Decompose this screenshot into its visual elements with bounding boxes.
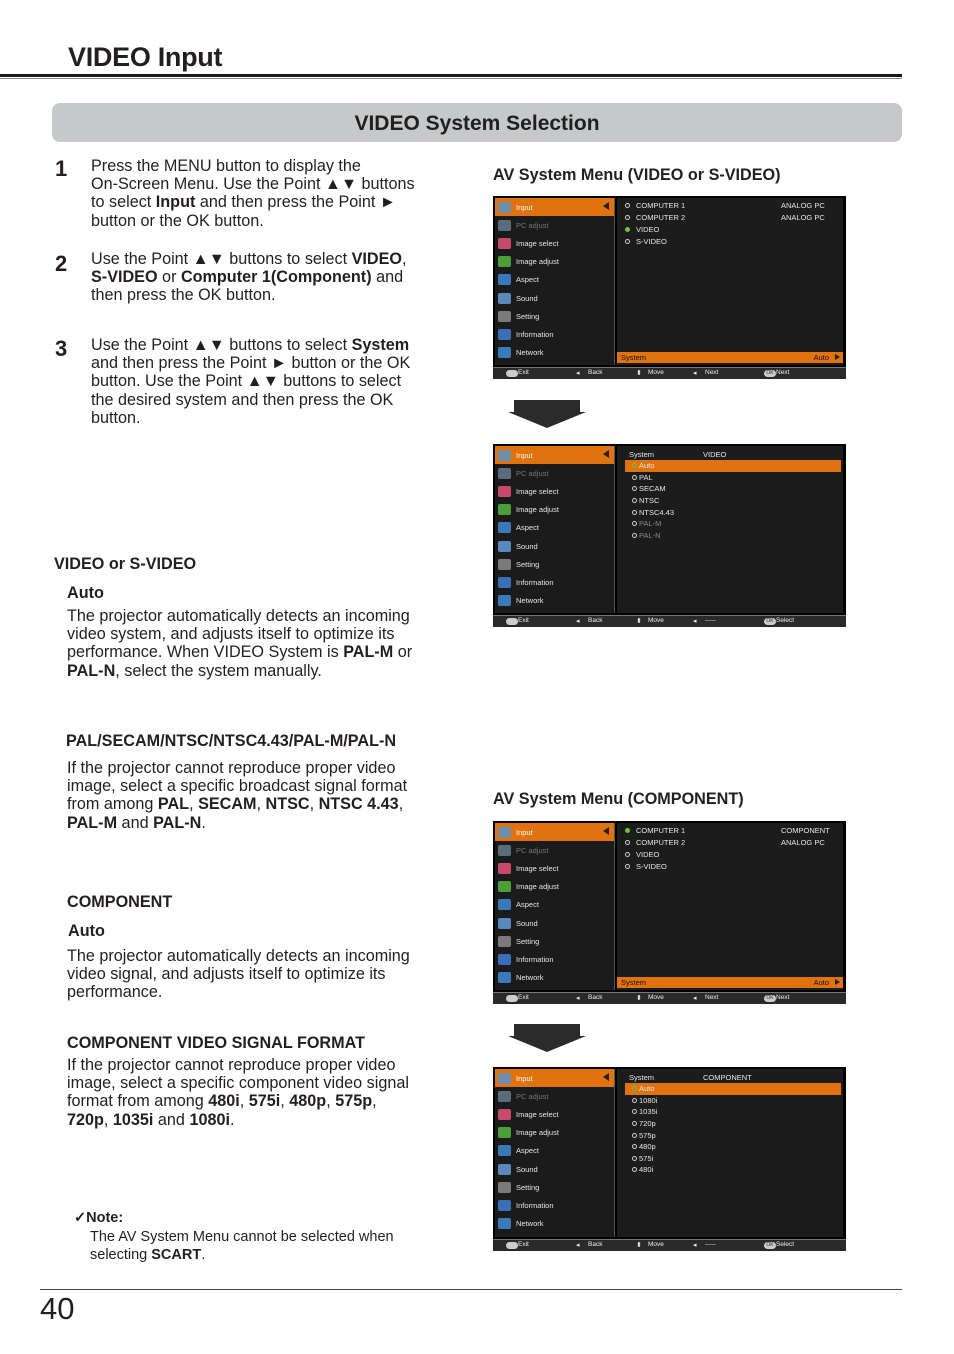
screen-system-video	[493, 444, 846, 627]
bottom-bar-label: Exit	[518, 1241, 529, 1248]
bottom-bar-label: Move	[648, 617, 664, 624]
bottom-bar	[493, 367, 846, 379]
sidebar-item-label: Input	[516, 827, 533, 837]
input-option	[617, 860, 843, 872]
input-option	[617, 200, 843, 212]
sidebar-item-image-select	[495, 859, 614, 877]
back-arrow-icon: ◂	[576, 1242, 580, 1249]
input-option	[617, 825, 843, 837]
sidebar-item-aspect	[495, 519, 614, 537]
radio-icon	[632, 533, 637, 538]
system-option-label: 480p	[639, 1142, 656, 1152]
ok-icon: OK	[764, 995, 776, 1002]
screen-input-video	[493, 196, 846, 379]
sidebar-item-sound	[495, 914, 614, 932]
bottom-bar	[493, 1239, 846, 1251]
system-option	[617, 1106, 843, 1118]
radio-icon	[625, 852, 630, 857]
input-icon	[498, 1073, 511, 1084]
sound-icon	[498, 1164, 511, 1175]
sidebar-item-label: Aspect	[516, 275, 539, 285]
system-option	[617, 506, 843, 518]
bottom-bar-label: Exit	[518, 369, 529, 376]
banner-title: VIDEO System Selection	[354, 112, 600, 135]
note-label: ✓Note:	[74, 1210, 124, 1226]
bottom-bar-label: -----	[705, 617, 716, 624]
menu-icon	[506, 370, 518, 377]
sidebar-item-input	[495, 446, 614, 464]
sidebar-item-label: PC adjust	[516, 220, 549, 230]
input-list	[617, 198, 843, 247]
format-heading: COMPONENT VIDEO SIGNAL FORMAT	[67, 1034, 365, 1052]
component-heading: COMPONENT	[67, 893, 173, 911]
bottom-bar-label: Select	[776, 1241, 795, 1248]
option-value: COMPONENT	[781, 826, 830, 836]
system-option	[617, 1118, 843, 1130]
setting-icon	[498, 936, 511, 947]
system-option-label: 720p	[639, 1119, 656, 1129]
input-icon	[498, 202, 511, 213]
system-option-label: 480i	[639, 1165, 654, 1175]
menu-sidebar	[495, 446, 615, 613]
system-value: Auto	[813, 978, 829, 987]
page-number: 40	[40, 1291, 75, 1326]
menu-icon	[506, 995, 518, 1002]
input-option	[617, 235, 843, 247]
radio-icon	[632, 1133, 637, 1138]
system-option-label: 575p	[639, 1130, 656, 1140]
sidebar-item-setting	[495, 555, 614, 573]
sidebar-item-network	[495, 344, 614, 362]
system-option-label: SECAM	[639, 484, 666, 494]
menu-panel	[617, 198, 843, 365]
image-select-icon	[498, 863, 511, 874]
pal-heading: PAL/SECAM/NTSC/NTSC4.43/PAL-M/PAL-N	[66, 732, 397, 750]
step-2-number: 2	[55, 251, 68, 276]
sidebar-item-label: Image select	[516, 863, 559, 873]
sidebar-item-image-select	[495, 1105, 614, 1123]
back-arrow-icon: ◂	[576, 995, 580, 1002]
ok-icon: OK	[764, 618, 776, 625]
sidebar-item-aspect	[495, 1142, 614, 1160]
sidebar-item-aspect	[495, 271, 614, 289]
sidebar-item-label: Network	[516, 596, 544, 606]
system-label: System	[621, 353, 647, 362]
system-label: System	[629, 449, 655, 459]
pc-adjust-icon	[498, 1091, 511, 1102]
ok-icon: OK	[764, 1242, 776, 1249]
sidebar-item-information	[495, 1196, 614, 1214]
pc-adjust-icon	[498, 220, 511, 231]
system-option	[617, 530, 843, 542]
radio-icon	[625, 227, 630, 232]
move-arrows-icon: ⬍	[636, 995, 642, 1002]
sidebar-item-label: Image adjust	[516, 257, 559, 267]
input-icon	[498, 450, 511, 461]
sidebar-item-label: Image select	[516, 238, 559, 248]
sidebar-item-label: Information	[516, 329, 554, 339]
sidebar-item-label: Input	[516, 202, 533, 212]
sidebar-item-image-select	[495, 234, 614, 252]
selected-arrow-icon	[603, 202, 609, 210]
sidebar-item-label: Aspect	[516, 900, 539, 910]
option-value: ANALOG PC	[781, 838, 825, 848]
back-arrow-icon: ◂	[576, 370, 580, 377]
bottom-bar-label: Exit	[518, 617, 529, 624]
sidebar-item-label: Image adjust	[516, 1128, 559, 1138]
system-row	[617, 352, 843, 363]
menu-icon	[506, 1242, 518, 1249]
sidebar-item-label: Image select	[516, 486, 559, 496]
sidebar-item-label: Sound	[516, 541, 538, 551]
system-header	[617, 1071, 843, 1083]
system-option-label: PAL-M	[639, 519, 662, 529]
option-value: ANALOG PC	[781, 213, 825, 223]
bottom-bar-label: Back	[588, 617, 603, 624]
sidebar-item-label: Sound	[516, 918, 538, 928]
sidebar-item-input	[495, 823, 614, 841]
sound-icon	[498, 541, 511, 552]
radio-icon	[632, 498, 637, 503]
menu-icon	[506, 618, 518, 625]
radio-icon	[632, 1144, 637, 1149]
system-option	[617, 1095, 843, 1107]
radio-icon	[625, 215, 630, 220]
step-1-text: Press the MENU button to display the On-Screen Menu. Use the Point ▲▼ buttons to select Input and then press the Point ► button or the OK button.	[91, 157, 415, 230]
right-arrow-icon	[835, 979, 840, 985]
sidebar-item-label: Information	[516, 1200, 554, 1210]
right-arrow-icon	[835, 354, 840, 360]
sidebar-item-label: Image select	[516, 1109, 559, 1119]
radio-icon	[625, 239, 630, 244]
system-option	[617, 1141, 843, 1153]
option-label: COMPUTER 1	[636, 826, 686, 836]
image-adjust-icon	[498, 1127, 511, 1138]
sidebar-item-label: PC adjust	[516, 1091, 549, 1101]
sidebar-item-label: PC adjust	[516, 468, 549, 478]
sidebar-item-label: Input	[516, 1073, 533, 1083]
step-3-text: Use the Point ▲▼ buttons to select System and then press the Point ► button or the OK button. Use the Point ▲▼ buttons to select the desired system and then press the OK button.	[91, 336, 411, 427]
system-option	[625, 1083, 841, 1095]
note-text: The AV System Menu cannot be selected when selecting SCART.	[90, 1229, 394, 1263]
input-option	[617, 224, 843, 236]
sidebar-item-label: Network	[516, 1219, 544, 1229]
setting-icon	[498, 311, 511, 322]
bottom-bar-label: Next	[705, 369, 719, 376]
input-option	[617, 837, 843, 849]
sidebar-item-setting	[495, 1178, 614, 1196]
option-value: ANALOG PC	[781, 201, 825, 211]
sidebar-item-information	[495, 950, 614, 968]
network-icon	[498, 595, 511, 606]
radio-icon	[632, 1121, 637, 1126]
sidebar-item-network	[495, 592, 614, 610]
radio-icon	[632, 1167, 637, 1172]
system-option-label: NTSC4.43	[639, 507, 675, 517]
sound-icon	[498, 293, 511, 304]
sidebar-item-setting	[495, 932, 614, 950]
system-option-label: Auto	[639, 1084, 655, 1094]
menu-sidebar	[495, 1069, 615, 1237]
sidebar-item-image-adjust	[495, 253, 614, 271]
image-select-icon	[498, 1109, 511, 1120]
radio-icon	[625, 840, 630, 845]
system-option	[617, 472, 843, 484]
sidebar-item-label: Setting	[516, 559, 540, 569]
bottom-bar-label: -----	[705, 1241, 716, 1248]
title-rule	[0, 74, 902, 77]
system-option	[617, 1164, 843, 1176]
footer-rule	[40, 1289, 902, 1290]
system-option	[617, 1129, 843, 1141]
component-auto-heading: Auto	[68, 922, 105, 940]
sidebar-item-image-adjust	[495, 878, 614, 896]
bottom-bar-label: Move	[648, 994, 664, 1001]
video-auto-heading: Auto	[67, 584, 104, 602]
sidebar-item-label: Input	[516, 450, 533, 460]
sidebar-item-pc-adjust	[495, 216, 614, 234]
bottom-bar-label: Select	[776, 617, 795, 624]
screen-label-video: AV System Menu (VIDEO or S-VIDEO)	[493, 166, 781, 184]
input-list	[617, 823, 843, 872]
radio-icon	[625, 203, 630, 208]
option-label: COMPUTER 1	[636, 201, 686, 211]
sidebar-item-sound	[495, 537, 614, 555]
back-arrow-icon: ◂	[576, 618, 580, 625]
image-adjust-icon	[498, 504, 511, 515]
option-label: S-VIDEO	[636, 861, 667, 871]
system-option-label: Auto	[639, 461, 655, 471]
system-option	[625, 460, 841, 472]
system-label: System	[629, 1072, 655, 1082]
sidebar-item-information	[495, 325, 614, 343]
pc-adjust-icon	[498, 845, 511, 856]
sidebar-item-sound	[495, 289, 614, 307]
sidebar-item-label: Network	[516, 973, 544, 983]
title-rule-thin	[0, 78, 902, 79]
bottom-bar-label: Back	[588, 1241, 603, 1248]
information-icon	[498, 954, 511, 965]
menu-panel	[617, 446, 843, 613]
bottom-bar-label: Move	[648, 369, 664, 376]
image-adjust-icon	[498, 256, 511, 267]
system-option-label: 1080i	[639, 1095, 658, 1105]
selected-arrow-icon	[603, 827, 609, 835]
sidebar-item-aspect	[495, 896, 614, 914]
sidebar-item-input	[495, 198, 614, 216]
radio-icon	[632, 475, 637, 480]
setting-icon	[498, 1182, 511, 1193]
system-header	[617, 448, 843, 460]
step-2-text: Use the Point ▲▼ buttons to select VIDEO, S-VIDEO or Computer 1(Component) and then press the OK button.	[91, 250, 407, 305]
option-label: VIDEO	[636, 849, 660, 859]
ok-icon: OK	[764, 370, 776, 377]
move-arrows-icon: ⬍	[636, 1242, 642, 1249]
down-arrow-1	[508, 400, 586, 428]
sidebar-item-label: Aspect	[516, 1146, 539, 1156]
information-icon	[498, 1200, 511, 1211]
sidebar-item-image-select	[495, 482, 614, 500]
network-icon	[498, 972, 511, 983]
system-option	[617, 483, 843, 495]
selected-arrow-icon	[603, 450, 609, 458]
radio-icon	[632, 1156, 637, 1161]
pc-adjust-icon	[498, 468, 511, 479]
format-text: If the projector cannot reproduce proper video image, select a specific component video signal format from among 480i, 575i, 480p, 575p, 720p, 1035i and 1080i.	[67, 1056, 409, 1129]
sidebar-item-pc-adjust	[495, 841, 614, 859]
next-arrow-icon: ◂	[693, 995, 697, 1002]
sidebar-item-label: Information	[516, 954, 554, 964]
move-arrows-icon: ⬍	[636, 370, 642, 377]
option-label: COMPUTER 2	[636, 838, 686, 848]
system-row	[617, 977, 843, 988]
radio-icon	[632, 521, 637, 526]
aspect-icon	[498, 522, 511, 533]
aspect-icon	[498, 1145, 511, 1156]
video-heading: VIDEO or S-VIDEO	[54, 555, 197, 573]
image-select-icon	[498, 238, 511, 249]
system-option	[617, 495, 843, 507]
bottom-bar	[493, 992, 846, 1004]
bottom-bar-label: Next	[705, 994, 719, 1001]
input-option	[617, 849, 843, 861]
screen-label-component: AV System Menu (COMPONENT)	[493, 790, 744, 808]
option-label: COMPUTER 2	[636, 213, 686, 223]
aspect-icon	[498, 899, 511, 910]
information-icon	[498, 329, 511, 340]
network-icon	[498, 1218, 511, 1229]
sidebar-item-image-adjust	[495, 1124, 614, 1142]
network-icon	[498, 347, 511, 358]
sound-icon	[498, 918, 511, 929]
next-arrow-icon: ◂	[693, 1242, 697, 1249]
radio-icon	[625, 864, 630, 869]
image-select-icon	[498, 486, 511, 497]
sidebar-item-network	[495, 969, 614, 987]
setting-icon	[498, 559, 511, 570]
sidebar-item-label: Setting	[516, 1182, 540, 1192]
move-arrows-icon: ⬍	[636, 618, 642, 625]
aspect-icon	[498, 274, 511, 285]
bottom-bar-label: Exit	[518, 994, 529, 1001]
sidebar-item-label: Sound	[516, 1164, 538, 1174]
sidebar-item-label: Aspect	[516, 523, 539, 533]
system-option-label: NTSC	[639, 496, 660, 506]
sidebar-item-label: Setting	[516, 936, 540, 946]
page-title: VIDEO Input	[68, 42, 223, 72]
option-label: VIDEO	[636, 224, 660, 234]
bottom-bar	[493, 615, 846, 627]
system-option-label: PAL	[639, 472, 653, 482]
sidebar-item-network	[495, 1215, 614, 1233]
sidebar-item-pc-adjust	[495, 1087, 614, 1105]
system-option-label: 575i	[639, 1153, 654, 1163]
sidebar-item-input	[495, 1069, 614, 1087]
sidebar-item-label: Image adjust	[516, 505, 559, 515]
system-option	[617, 1153, 843, 1165]
information-icon	[498, 577, 511, 588]
menu-panel	[617, 823, 843, 990]
menu-panel	[617, 1069, 843, 1237]
selected-arrow-icon	[603, 1073, 609, 1081]
menu-sidebar	[495, 198, 615, 365]
sidebar-item-label: Network	[516, 348, 544, 358]
image-adjust-icon	[498, 881, 511, 892]
input-option	[617, 212, 843, 224]
system-mode: COMPONENT	[703, 1072, 752, 1082]
bottom-bar-label: Next	[776, 369, 790, 376]
system-option	[617, 518, 843, 530]
system-value: Auto	[813, 353, 829, 362]
section-banner	[52, 103, 902, 142]
radio-icon	[632, 463, 637, 468]
system-option-label: 1035i	[639, 1107, 658, 1117]
down-arrow-2	[508, 1024, 586, 1052]
system-option-label: PAL-N	[639, 530, 661, 540]
option-label: S-VIDEO	[636, 236, 667, 246]
radio-icon	[632, 1109, 637, 1114]
next-arrow-icon: ◂	[693, 618, 697, 625]
radio-icon	[632, 486, 637, 491]
system-label: System	[621, 978, 647, 987]
video-auto-text: The projector automatically detects an incoming video system, and adjusts itself to optimize its performance. When VIDEO System is PAL-M or PAL-N, select the system manually.	[67, 607, 413, 680]
sidebar-item-label: Sound	[516, 293, 538, 303]
sidebar-item-label: Information	[516, 577, 554, 587]
bottom-bar-label: Move	[648, 1241, 664, 1248]
sidebar-item-sound	[495, 1160, 614, 1178]
input-icon	[498, 827, 511, 838]
radio-icon	[632, 510, 637, 515]
radio-icon	[632, 1086, 637, 1091]
step-1-number: 1	[55, 156, 68, 181]
sidebar-item-image-adjust	[495, 501, 614, 519]
sidebar-item-information	[495, 573, 614, 591]
sidebar-item-pc-adjust	[495, 464, 614, 482]
radio-icon	[625, 828, 630, 833]
bottom-bar-label: Next	[776, 994, 790, 1001]
next-arrow-icon: ◂	[693, 370, 697, 377]
screen-system-component	[493, 1067, 846, 1251]
sidebar-item-setting	[495, 307, 614, 325]
pal-text: If the projector cannot reproduce proper video image, select a specific broadcast signal format from among PAL, SECAM, NTSC, NTSC 4.43, PAL-M and PAL-N.	[67, 759, 408, 832]
sidebar-item-label: PC adjust	[516, 845, 549, 855]
menu-sidebar	[495, 823, 615, 990]
step-3-number: 3	[55, 336, 68, 361]
system-mode: VIDEO	[703, 449, 727, 459]
screen-input-component	[493, 821, 846, 1004]
component-auto-text: The projector automatically detects an incoming video signal, and adjusts itself to optimize its performance.	[67, 947, 410, 1002]
sidebar-item-label: Setting	[516, 311, 540, 321]
radio-icon	[632, 1098, 637, 1103]
bottom-bar-label: Back	[588, 994, 603, 1001]
sidebar-item-label: Image adjust	[516, 882, 559, 892]
bottom-bar-label: Back	[588, 369, 603, 376]
